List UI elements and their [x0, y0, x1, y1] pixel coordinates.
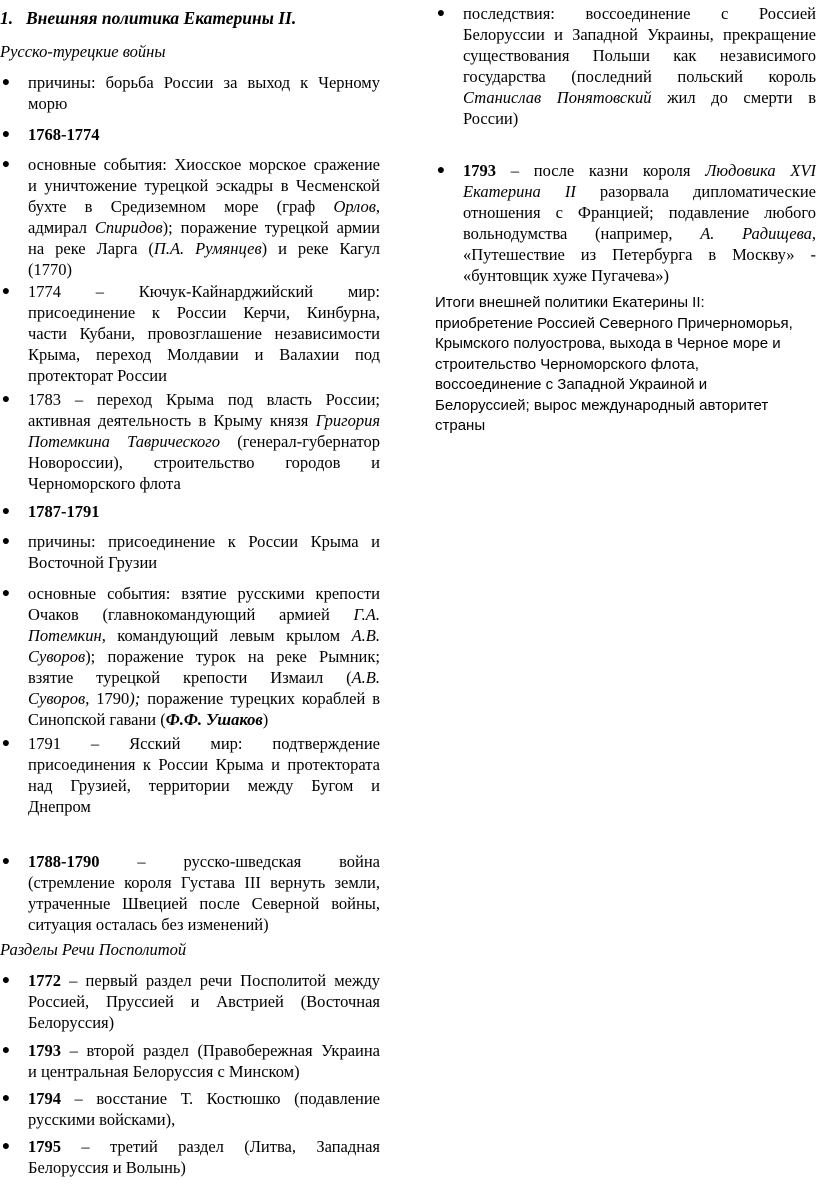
bullet-icon: ●	[1, 392, 11, 407]
bullet-icon: ●	[1, 127, 11, 142]
list-item-causes-2: ● причины: присоединение к России Крыма и Восточной Грузии	[1, 532, 380, 572]
bullet-icon: ●	[1, 854, 11, 869]
list-item-russo-swedish-war: ● 1788-1790 – русско-шведская война (стремление короля Густава III вернуть земли, утраченные Швецией после Северной войны, ситуация осталась без изменений)	[1, 852, 380, 934]
list-item-partition-1793: ● 1793 – второй раздел (Правобережная Украина и центральная Белоруссия с Минском)	[1, 1041, 380, 1081]
bullet-icon: ●	[1, 504, 11, 519]
list-item-france-1793: ● 1793 – после казни короля Людовика XVI Екатерина II разорвала дипломатические отношения с Францией; подавление любого вольнодумства (например, А. Радищева, «Путешествие из Петербурга в Москву» - «бунтовщик хуже Пугачева»)	[436, 161, 816, 285]
bullet-icon: ●	[1, 586, 11, 601]
list-item-crimea-1783: ● 1783 – переход Крыма под власть России; активная деятельность в Крыму князя Григория Потемкина Таврического (генерал-губернатор Новороссии), строительство городов и Черноморского флота	[1, 390, 380, 493]
bullet-icon: ●	[1, 534, 11, 549]
bullet-icon: ●	[1, 284, 11, 299]
list-item-events-1: ● основные события: Хиосское морское сражение и уничтожение турецкой эскадры в Чесменской бухте в Средиземном море (граф Орлов, адмирал Спиридов); поражение турецкой армии на реке Ларга (П.А. Румянцев) и реке Кагул (1770)	[1, 155, 380, 279]
list-item-kuchuk-kainarji: ● 1774 – Кючук-Кайнарджийский мир: присоединение к России Керчи, Кинбурна, части Кубани, провозглашение независимости Крыма, переход Молдавии и Валахии под протекторат России	[1, 282, 380, 385]
bullet-icon: ●	[436, 6, 446, 21]
list-item-events-2: ● основные события: взятие русскими крепости Очаков (главнокомандующий армией Г.А. Потемкин, командующий левым крылом А.В. Суворов); поражение турок на реке Рымник; взятие турецкой крепости Измаил (А.В. Суворов, 1790); поражение турецких кораблей в Синопской гавани (Ф.Ф. Ушаков)	[1, 584, 381, 729]
bullet-icon: ●	[1, 736, 11, 751]
summary-paragraph: Итоги внешней политики Екатерины II: приобретение Россией Северного Причерноморья, Крымского полуострова, выхода в Черное море и строительство Черноморского флота, воссоединение с Западной Украиной и Белоруссией; вырос международный авторитет страны	[435, 294, 793, 434]
list-item-partition-1795: ● 1795 – третий раздел (Литва, Западная Белоруссия и Волынь)	[1, 1137, 381, 1177]
bullet-icon: ●	[1, 75, 11, 90]
list-item-1768: ● 1768-1774	[1, 125, 100, 144]
bullet-icon: ●	[436, 163, 446, 178]
title-text: Внешняя политика Екатерины II.	[26, 8, 297, 28]
bullet-icon: ●	[1, 157, 11, 172]
bullet-icon: ●	[1, 1139, 11, 1154]
list-item-causes-1: ● причины: борьба России за выход к Черному морю	[1, 73, 380, 113]
section-heading-russo-turkish-wars: Русско-турецкие войны	[0, 42, 166, 61]
list-item-consequences: ● последствия: воссоединение с Россией Белоруссии и Западной Украины, прекращение существования Польши как независимого государства (последний польский король Станислав Понятовский жил до смерти в России)	[436, 4, 816, 128]
bullet-icon: ●	[1, 1043, 11, 1058]
list-item-partition-1772: ● 1772 – первый раздел речи Посполитой между Россией, Пруссией и Австрией (Восточная Белоруссия)	[1, 971, 381, 1032]
title-number: 1.	[0, 8, 14, 28]
section-heading-partitions-of-poland: Разделы Речи Посполитой	[0, 940, 187, 959]
bullet-icon: ●	[1, 973, 11, 988]
bullet-icon: ●	[1, 1091, 11, 1106]
list-item-treaty-jassy: ● 1791 – Ясский мир: подтверждение присоединения к России Крыма и протектората над Грузией, территории между Бугом и Днепром	[1, 734, 380, 816]
page-title	[0, 8, 296, 29]
list-item-uprising-1794: ● 1794 – восстание Т. Костюшко (подавление русскими войсками),	[1, 1089, 381, 1129]
list-item-1787: ● 1787-1791	[1, 502, 100, 521]
